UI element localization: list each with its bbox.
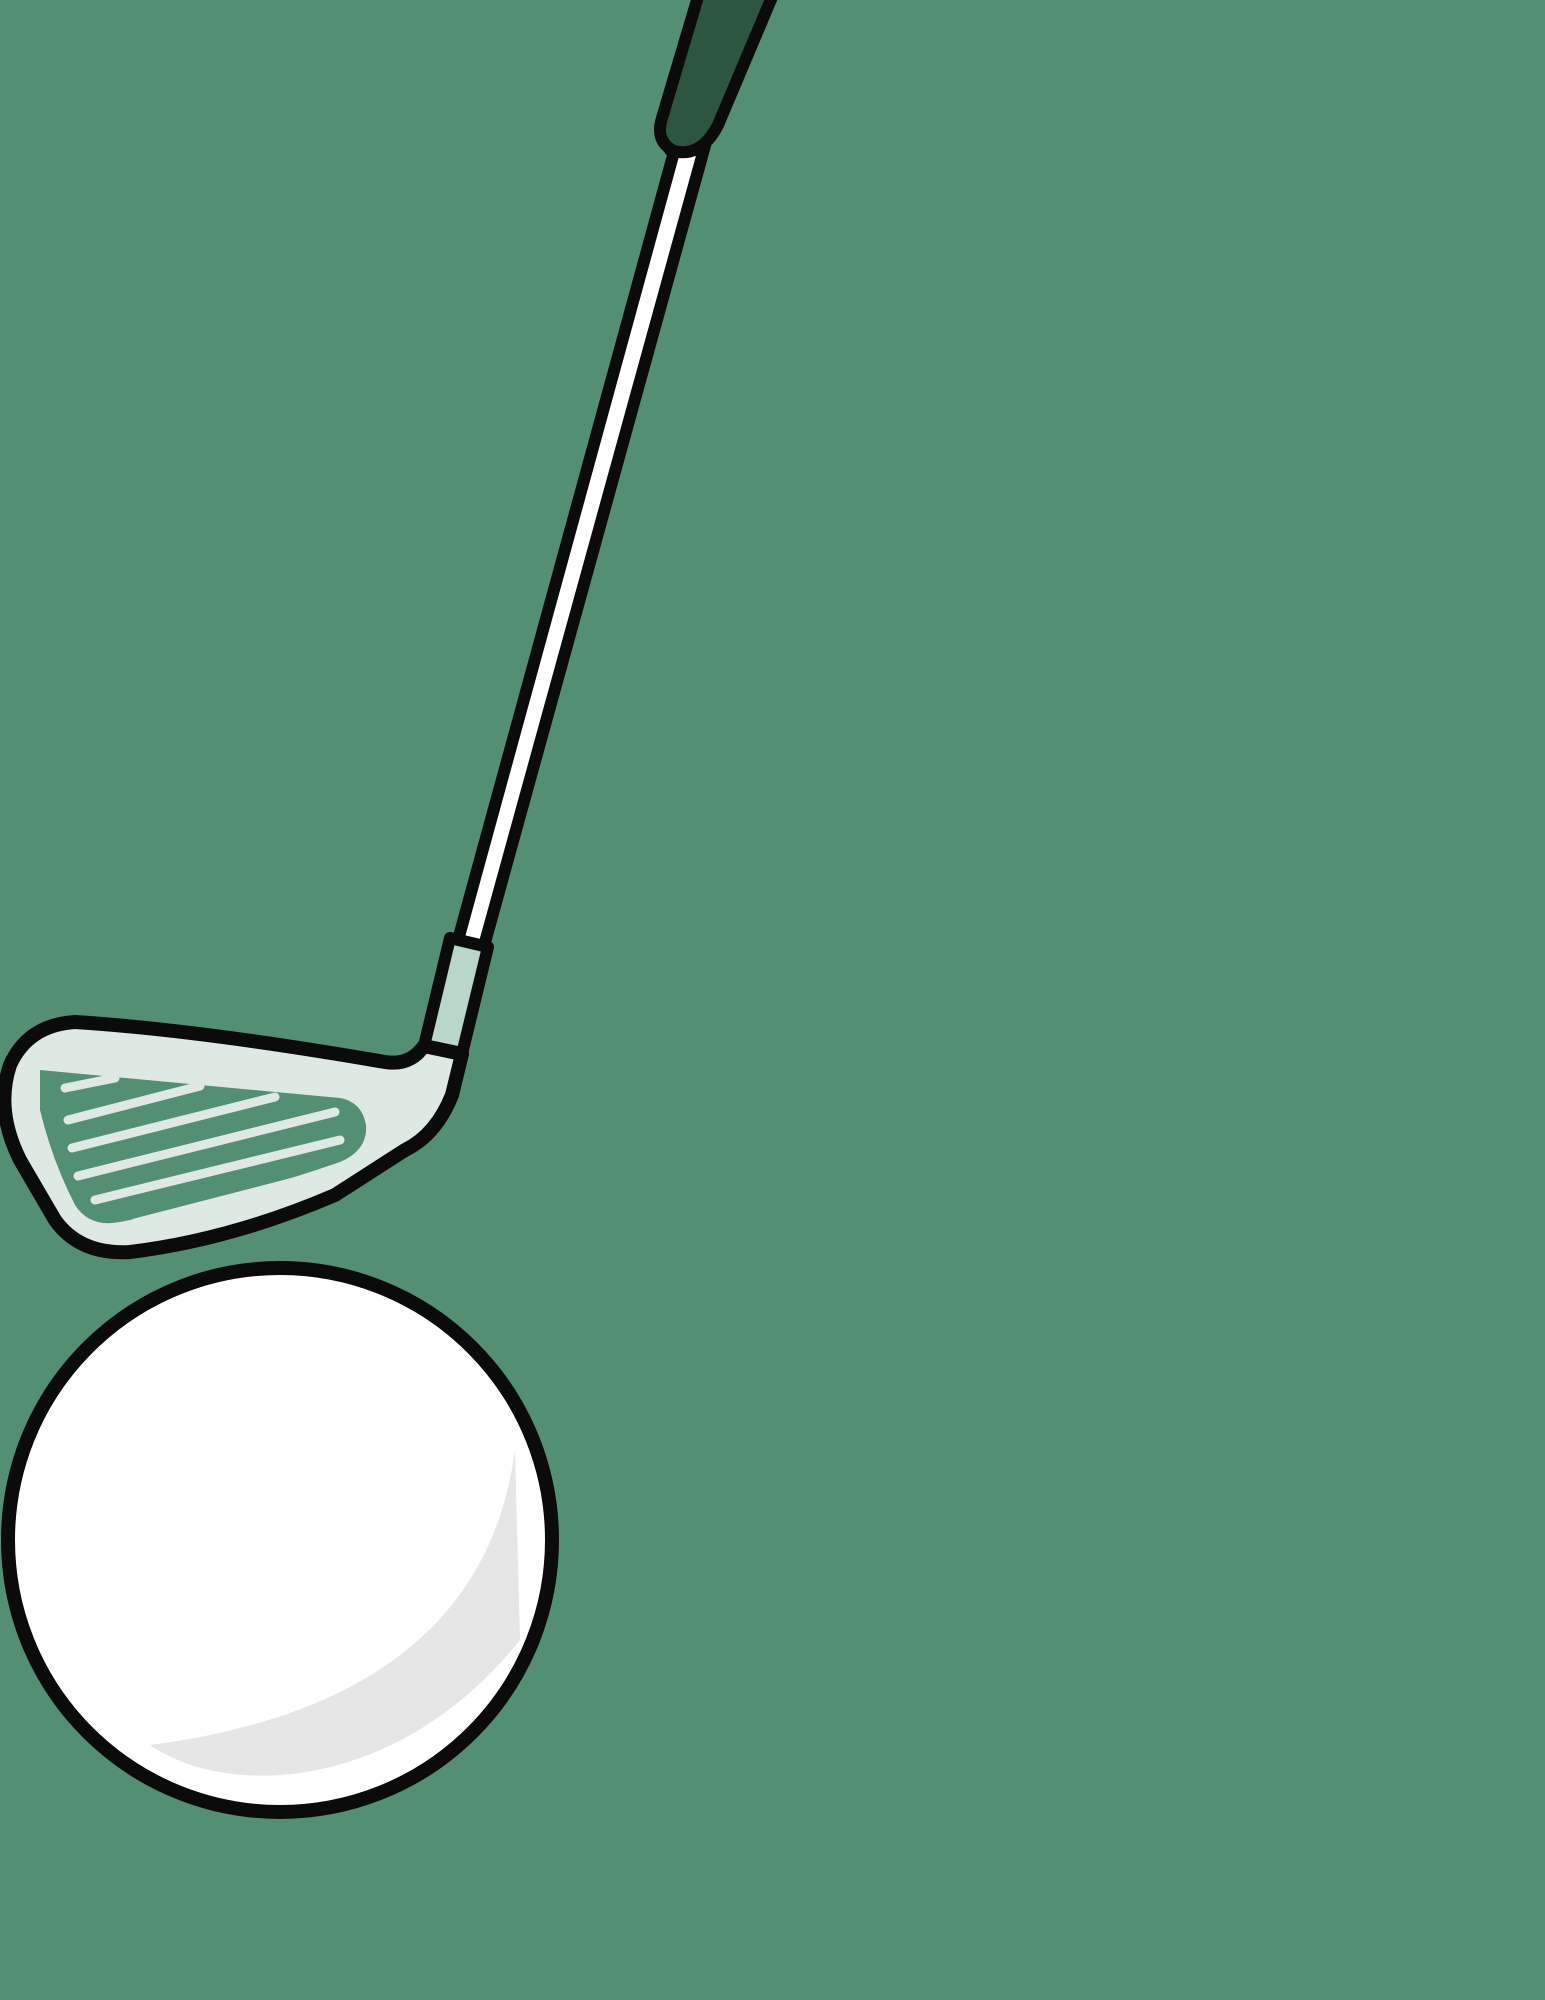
- flyer-body: [620, 466, 1480, 823]
- golf-ball-icon: [8, 1268, 552, 1812]
